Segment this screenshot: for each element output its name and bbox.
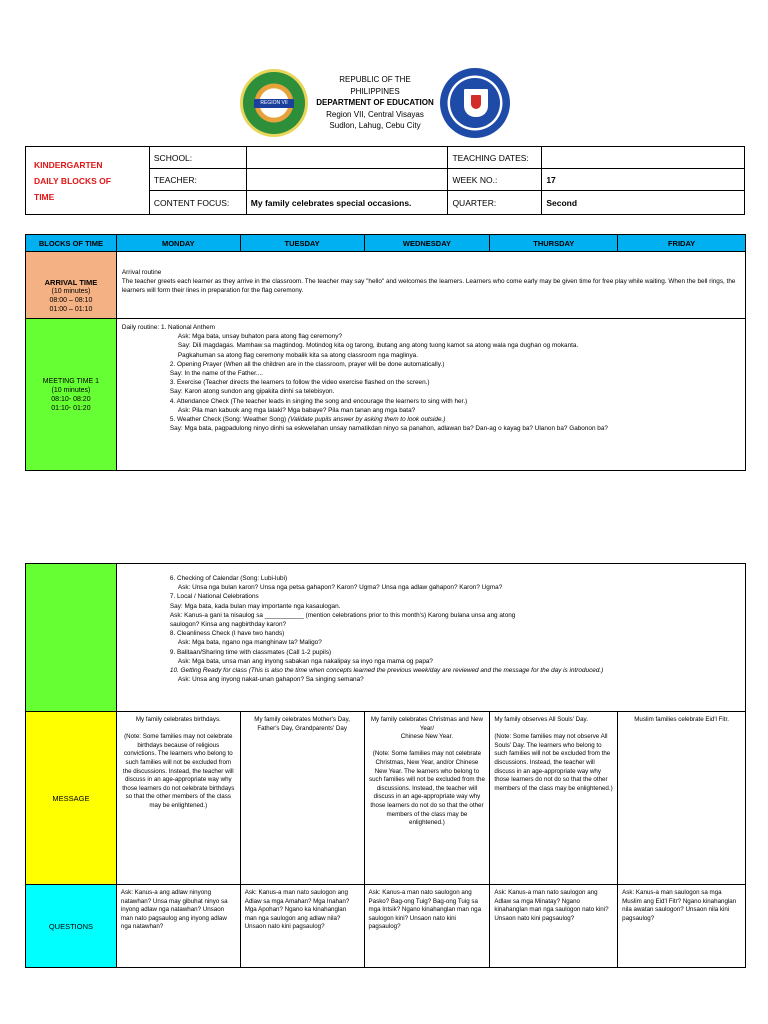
message-row (26, 712, 746, 885)
arrival-time-am: 08:00 – 08:10 (49, 297, 93, 304)
header-blocks-of-time: BLOCKS OF TIME (26, 235, 117, 252)
getting-ready-line: 10. Getting Ready for class (169, 667, 247, 675)
schedule-table-page2 (25, 563, 746, 968)
routine-line: 4. Attendance Check (The teacher leads in singing the song and encourage the learners to sing with her.) (169, 397, 468, 405)
region-text: Region VII, Central Visayas (326, 109, 424, 119)
week-label: WEEK NO.: (448, 169, 542, 191)
region-seal-band: REGION VII (254, 99, 294, 108)
meeting-time-pm: 01:10- 01:20 (51, 404, 91, 412)
questions-tuesday: Ask: Kanus-a man nato saulogon ang Adlaw sa mga Amahan? Mga Inahan? Mga Apohan? Ngano ka kinahanglan man nga saulogon ang adlaw nila? Unsaon nato kini pagsaulog? (240, 885, 364, 968)
questions-label: QUESTIONS (26, 885, 117, 968)
routine-line: Ask: Mga bata, ngano nga manghinaw ta? Maligo? (177, 639, 322, 647)
teacher-label: TEACHER: (149, 169, 246, 191)
questions-wednesday: Ask: Kanus-a man nato saulogon ang Pasko? Bag-ong Tuig? Bag-ong Tuig sa mga Intsik? Ngano kinahanglan man nga saulogon kini? Unsaon nato kini pagsaulog? (364, 885, 490, 968)
quarter-value[interactable]: Second (542, 191, 745, 215)
meeting-title: MEETING TIME 1 (42, 377, 100, 385)
meeting-routine-cell (116, 319, 745, 471)
meeting-continued-routine (116, 564, 745, 712)
content-focus-value[interactable]: My family celebrates special occasions. (246, 191, 448, 215)
arrival-routine-text: The teacher greets each learner as they arrive in the classroom. The teacher may say "hello" and welcomes the learners. Learners who come early may be given time for free play while waiting. When the bell rings, the learners will form their lines in preparation for the flag ceremony. (121, 278, 736, 295)
routine-line: 6. Checking of Calendar (Song: Lubi-lubi) (169, 575, 288, 582)
routine-line: Ask: Unsa nga bulan karon? Unsa nga petsa gahapon? Karon? Ugma? Unsa nga adlaw gahapon? Karon? Ugma? (177, 584, 503, 592)
message-tuesday: My family celebrates Mother's Day, Father's Day, Grandparents' Day (240, 712, 364, 885)
header-friday: FRIDAY (618, 235, 746, 252)
routine-line: Ask: Mga bata, unsa man ang inyong sabakan nga nakalipay sa inyo nga mama og papa? (177, 657, 433, 665)
questions-thursday: Ask: Kanus-a man nato saulogon ang Adlaw sa mga Minatay? Ngano kinahanglan man nga saulogon nato kini? Unsaon nato kini pagsaulog? (490, 885, 618, 968)
teaching-dates-label: TEACHING DATES: (448, 147, 542, 169)
routine-line: Ask: Mga bata, unsay buhaton para atong flag ceremony? (177, 333, 343, 341)
schedule-table-page1 (25, 234, 746, 471)
school-label: SCHOOL: (149, 147, 246, 169)
meeting-continued-row (26, 564, 746, 712)
routine-line: 3. Exercise (Teacher directs the learners to follow the video exercise flashed on the screen.) (169, 379, 430, 387)
arrival-time-pm: 01:00 – 01:10 (49, 306, 93, 313)
lesson-info-table (25, 146, 745, 215)
republic-text: REPUBLIC OF THE PHILIPPINES (339, 75, 411, 96)
routine-line: Daily routine: 1. National Anthem (121, 324, 215, 331)
schedule-header-row (26, 235, 746, 252)
arrival-row (26, 252, 746, 319)
routine-line: Say: Mga bata, pagpadulong ninyo dinhi sa eskwelahan unsay namatikdan ninyo sa panahon, adlawan ba? Dan-ag o kayag ba? Ulanon ba? Gabonon ba? (169, 425, 608, 433)
routine-line: 9. Balitaan/Sharing time with classmates (Call 1-2 pupils) (169, 648, 332, 656)
routine-line: Say: In the name of the Father.... (169, 370, 263, 378)
routine-line: Pagkahuman sa atong flag ceremony mobalik kita sa atong classroom nga maglinya. (177, 351, 419, 359)
routine-line: Ask: Unsa ang inyong nakat-unan gahapon? Sa singing semana? (177, 676, 364, 684)
arrival-title: ARRIVAL TIME (44, 278, 98, 287)
routine-line (122, 666, 740, 675)
routine-line: Ask: Pila man kabuok ang mga lalaki? Mga babaye? Pila man tanan ang mga bata? (177, 406, 416, 414)
routine-line: saulogon? Kinsa ang nagbirthday karon? (169, 621, 287, 629)
header-tuesday: TUESDAY (240, 235, 364, 252)
kindergarten-title: KINDERGARTEN DAILY BLOCKS OF TIME (26, 147, 150, 215)
routine-line: 8. Cleanliness Check (I have two hands) (169, 630, 285, 638)
message-wednesday: My family celebrates Christmas and New Year/ Chinese New Year. (Note: Some families may not celebrate Christmas, New Year, and/or Chinese New Year. The learners who belong to such families will not be excluded from the discussions. Instead, the teacher will discuss in an age-appropriate way why those learners do not do so that the other members of the class may be enlightened.) (364, 712, 490, 885)
meeting-time-cell (26, 319, 117, 471)
message-monday: My family celebrates birthdays. (Note: Some families may not celebrate birthdays because of religious convictions. The learners who belong to such families will not be excluded from the discussions. Instead, the teacher will discuss in an age-appropriate way why those learners do not celebrate birthdays so that the other members of the class may be enlightened.) (116, 712, 240, 885)
region-vii-seal (240, 69, 308, 137)
meeting-row (26, 319, 746, 471)
deped-seal-shield-icon (463, 88, 489, 118)
deped-header (315, 74, 435, 132)
message-thursday: My family observes All Souls' Day. (Note: Some families may not observe All Souls' Day. The learners who belong to such families will not be excluded from the discussions. Instead, the teacher will discuss in an age-appropriate way why those learners do not do so that the other members of the class may be enlightened.) (490, 712, 618, 885)
quarter-label: QUARTER: (448, 191, 542, 215)
weather-check-line: 5. Weather Check (Song: Weather Song) (169, 416, 287, 424)
header-thursday: THURSDAY (490, 235, 618, 252)
header-monday: MONDAY (116, 235, 240, 252)
arrival-routine-cell (116, 252, 745, 319)
teacher-value[interactable] (246, 169, 448, 191)
week-value[interactable]: 17 (542, 169, 745, 191)
department-text: DEPARTMENT OF EDUCATION (316, 98, 434, 107)
routine-line: Ask: Kanus-a gani ta nisaulog sa ___________ (mention celebrations prior to this month's) Karong bulana unsa ang atong (169, 611, 516, 619)
arrival-time-cell (26, 252, 117, 319)
routine-line: Say: Karon atong sundon ang gipakita dinhi sa telebisyon. (169, 388, 335, 396)
routine-line: 2. Opening Prayer (When all the children are in the classroom, prayer will be done automatically.) (169, 360, 445, 368)
meeting-duration: (10 minutes) (51, 386, 91, 394)
arrival-duration: (10 minutes) (51, 288, 91, 295)
header-wednesday: WEDNESDAY (364, 235, 490, 252)
address-text: Sudlon, Lahug, Cebu City (329, 121, 421, 130)
content-focus-label: CONTENT FOCUS: (149, 191, 246, 215)
teaching-dates-value[interactable] (542, 147, 745, 169)
getting-ready-note: (This is also the time when concepts learned the previous week/day are reviewed and the message for the day is introduced.) (248, 667, 604, 675)
questions-row (26, 885, 746, 968)
meeting-continued-cell (26, 564, 117, 712)
arrival-routine-title: Arrival routine (121, 269, 162, 276)
routine-line: 7. Local / National Celebrations (169, 593, 259, 601)
weather-check-note: (Validate pupils answer by asking them to look outside.) (287, 416, 446, 424)
questions-monday: Ask: Kanus-a ang adlaw ninyong natawhan? Unsa may gibuhat ninyo sa inyong adlaw nga natawhan? Unsaon man nato pagsaulog ang inyong adlaw nga natawhan? (116, 885, 240, 968)
questions-friday: Ask: Kanus-a man saulogon sa mga Muslim ang Eid'l Fitr? Ngano kinahanglan nila awatan saulogon? Unsaon nila kini pagsaulog? (618, 885, 746, 968)
routine-line (122, 415, 740, 424)
routine-line: Say: Dili magdagas. Mamhaw sa magtindog. Motindog kita og tarong, ibutang ang atong tuong kamot sa atong wala nga dughan og mokanta. (177, 342, 579, 350)
message-label: MESSAGE (26, 712, 117, 885)
meeting-time-am: 08:10- 08:20 (51, 395, 91, 403)
school-value[interactable] (246, 147, 448, 169)
message-friday: Muslim families celebrate Eid'l Fitr. (618, 712, 746, 885)
deped-seal (440, 68, 510, 138)
routine-line: Say: Mga bata, kada bulan may importante nga kasaulogan. (169, 602, 341, 610)
